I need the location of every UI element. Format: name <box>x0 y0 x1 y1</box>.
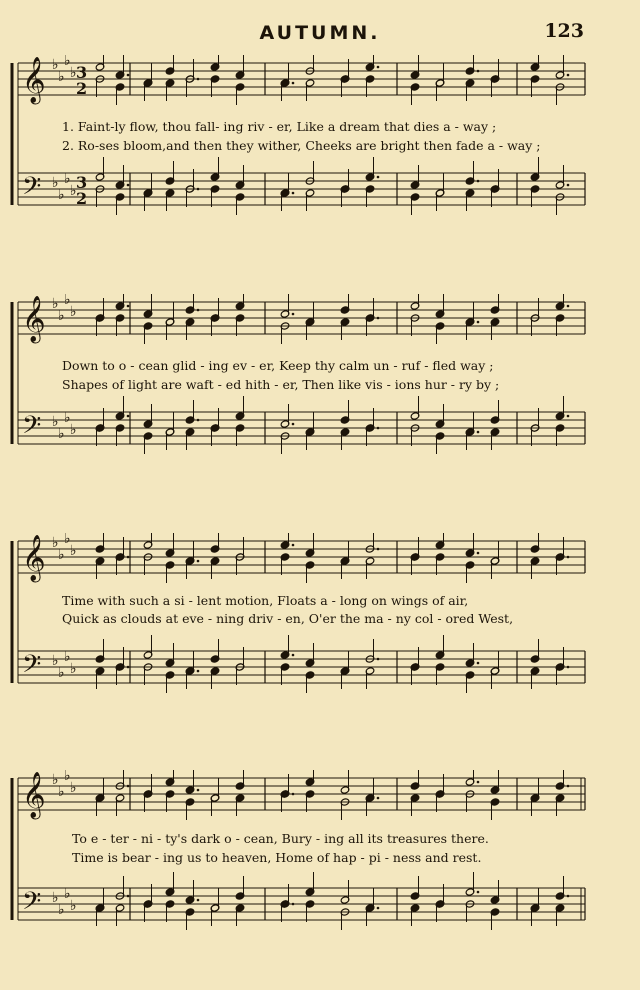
staff-notation <box>0 55 640 255</box>
lyric-verse-1: 1. Faint-ly flow, thou fall- ing riv - er, Like a dream that dies a - way ; <box>62 119 497 134</box>
dot <box>477 781 480 784</box>
bass-clef-icon: 𝄢 <box>22 887 42 922</box>
flat-icon: ♭ <box>58 902 65 918</box>
dot <box>292 544 295 547</box>
dot <box>127 415 130 418</box>
dot <box>477 431 480 434</box>
dot <box>292 903 295 906</box>
dot <box>197 309 200 312</box>
flat-icon: ♭ <box>52 175 59 191</box>
dot <box>567 74 570 77</box>
flat-icon: ♭ <box>58 69 65 85</box>
bass-clef-icon: 𝄢 <box>22 172 42 207</box>
dot <box>292 654 295 657</box>
flat-icon: ♭ <box>70 898 77 914</box>
dot <box>292 82 295 85</box>
staff-notation <box>0 770 640 970</box>
dot <box>567 556 570 559</box>
flat-icon: ♭ <box>52 772 59 788</box>
flat-icon: ♭ <box>58 665 65 681</box>
dot <box>477 662 480 665</box>
dot <box>377 797 380 800</box>
dot <box>197 560 200 563</box>
flat-icon: ♭ <box>58 308 65 324</box>
flat-icon: ♭ <box>64 886 71 902</box>
lyric-verse-1: Time with such a si - lent motion, Floats a - long on wings of air, <box>62 593 469 608</box>
treble-clef-icon: 𝄞 <box>22 296 46 342</box>
flat-icon: ♭ <box>52 414 59 430</box>
music-system-4 <box>0 770 640 990</box>
page-title: AUTUMN. <box>259 22 381 44</box>
page-number: 123 <box>544 20 584 42</box>
flat-icon: ♭ <box>58 187 65 203</box>
treble-clef-icon: 𝄞 <box>22 772 46 818</box>
music-system-3 <box>0 533 640 753</box>
lyric-verse-2: 2. Ro-ses bloom,and then they wither, Cheeks are bright then fade a - way ; <box>62 138 541 153</box>
treble-staff <box>18 294 585 344</box>
dot <box>197 789 200 792</box>
flat-icon: ♭ <box>52 535 59 551</box>
dot <box>197 670 200 673</box>
bass-staff <box>18 872 585 930</box>
dot <box>567 666 570 669</box>
lyric-verse-1: Down to o - cean glid - ing ev - er, Keep thy calm un - ruf - fled way ; <box>62 358 494 373</box>
dot <box>292 192 295 195</box>
flat-icon: ♭ <box>70 422 77 438</box>
music-system-1 <box>0 55 640 275</box>
dot <box>127 184 130 187</box>
dot <box>377 427 380 430</box>
dot <box>477 180 480 183</box>
treble-staff <box>18 770 585 820</box>
dot <box>377 907 380 910</box>
flat-icon: ♭ <box>70 304 77 320</box>
bass-staff <box>18 396 585 454</box>
flat-icon: ♭ <box>70 661 77 677</box>
dot <box>377 66 380 69</box>
flat-icon: ♭ <box>64 770 71 784</box>
dot <box>377 548 380 551</box>
flat-icon: ♭ <box>52 296 59 312</box>
dot <box>477 70 480 73</box>
flat-icon: ♭ <box>64 294 71 308</box>
dot <box>477 321 480 324</box>
dot <box>292 793 295 796</box>
flat-icon: ♭ <box>70 183 77 199</box>
dot <box>127 556 130 559</box>
lyric-verse-2: Time is bear - ing us to heaven, Home of hap - pi - ness and rest. <box>72 850 482 865</box>
dot <box>127 74 130 77</box>
bass-clef-icon: 𝄢 <box>22 650 42 685</box>
bass-staff <box>18 157 585 215</box>
flat-icon: ♭ <box>58 426 65 442</box>
treble-clef-icon: 𝄞 <box>22 535 46 581</box>
dot <box>567 415 570 418</box>
time-signature-top: 3 <box>76 63 88 82</box>
flat-icon: ♭ <box>52 653 59 669</box>
dot <box>567 785 570 788</box>
dot <box>197 78 200 81</box>
flat-icon: ♭ <box>64 55 71 69</box>
dot <box>197 899 200 902</box>
time-signature-bottom: 2 <box>76 79 88 98</box>
dot <box>567 305 570 308</box>
dot <box>292 423 295 426</box>
flat-icon: ♭ <box>58 547 65 563</box>
dot <box>127 666 130 669</box>
flat-icon: ♭ <box>64 649 71 665</box>
flat-icon: ♭ <box>70 543 77 559</box>
lyric-verse-2: Quick as clouds at eve - ning driv - en, O'er the ma - ny col - ored West, <box>62 611 514 626</box>
time-signature-top: 3 <box>76 173 88 192</box>
flat-icon: ♭ <box>52 890 59 906</box>
dot <box>567 895 570 898</box>
lyric-verse-1: To e - ter - ni - ty's dark o - cean, Bury - ing all its treasures there. <box>72 831 489 846</box>
dot <box>567 184 570 187</box>
flat-icon: ♭ <box>52 57 59 73</box>
staff-notation <box>0 294 640 494</box>
lyric-verse-2: Shapes of light are waft - ed hith - er, Then like vis - ions hur - ry by ; <box>62 377 500 392</box>
flat-icon: ♭ <box>64 410 71 426</box>
bass-staff <box>18 635 585 693</box>
dot <box>127 895 130 898</box>
bass-clef-icon: 𝄢 <box>22 411 42 446</box>
dot <box>197 419 200 422</box>
dot <box>292 313 295 316</box>
flat-icon: ♭ <box>58 784 65 800</box>
time-signature-bottom: 2 <box>76 189 88 208</box>
dot <box>127 305 130 308</box>
flat-icon: ♭ <box>70 780 77 796</box>
dot <box>377 658 380 661</box>
staff-notation <box>0 533 640 733</box>
dot <box>127 785 130 788</box>
dot <box>477 552 480 555</box>
dot <box>197 188 200 191</box>
dot <box>377 317 380 320</box>
treble-staff <box>18 55 585 105</box>
dot <box>377 176 380 179</box>
flat-icon: ♭ <box>70 65 77 81</box>
music-system-2 <box>0 294 640 514</box>
treble-staff <box>18 533 585 583</box>
flat-icon: ♭ <box>64 533 71 547</box>
flat-icon: ♭ <box>64 171 71 187</box>
treble-clef-icon: 𝄞 <box>22 57 46 103</box>
dot <box>477 891 480 894</box>
